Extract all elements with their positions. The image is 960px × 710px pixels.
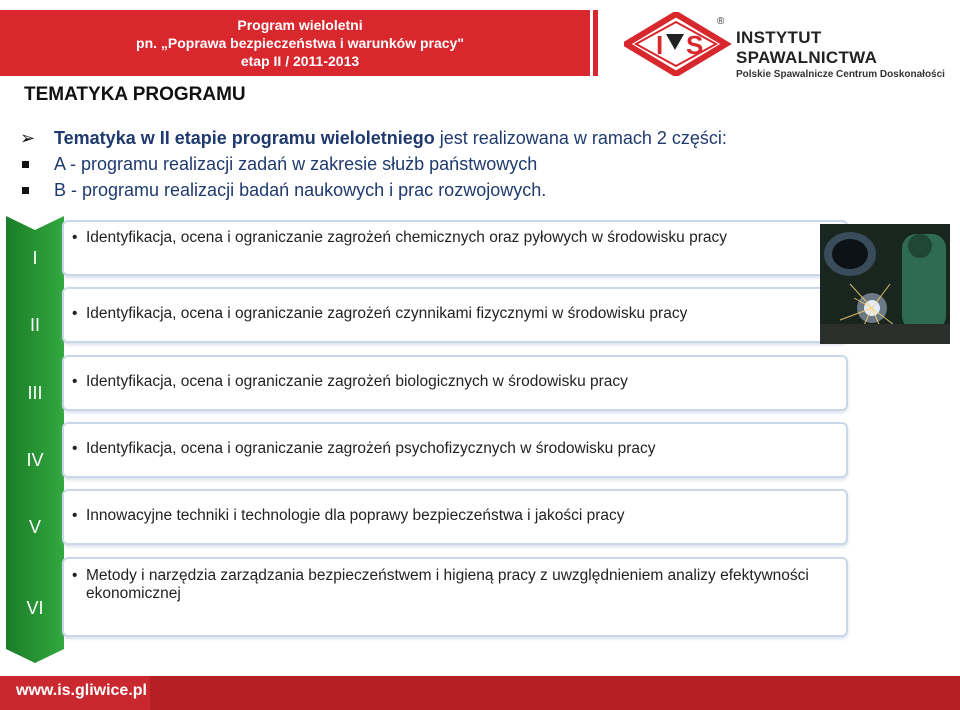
institute-subtitle: Polskie Spawalnicze Centrum Doskonałości [736,69,945,80]
registered-mark: ® [717,16,725,27]
logo-letter-i: I [656,30,664,60]
topic-card [62,422,848,478]
topic-number: III [27,383,43,403]
intro-part-b [20,177,920,203]
footer-bar [0,676,960,710]
topic-card [62,557,848,637]
intro-line [20,125,920,151]
intro-block [20,125,920,203]
topic-text: • Metody i narzędzia zarządzania bezpieczeństwem i higieną pracy z uwzględnieniem analizy efektywności ekonomicznej [72,567,836,603]
topic-text: • Identyfikacja, ocena i ograniczanie zagrożeń psychofizycznych w środowisku pracy [72,440,836,458]
arrow-bullet-icon: ➢ [20,128,36,148]
program-title-line1: Program wieloletni [237,17,363,33]
topic-card [62,355,848,411]
intro-part-a-text: A - programu realizacji zadań w zakresie służb państwowych [54,154,538,174]
topic-number: IV [26,450,44,470]
square-bullet-icon [22,187,29,194]
intro-bold: Tematyka w II etapie programu wieloletniego [54,128,435,148]
intro-part-a [20,151,920,177]
topic-number: II [29,315,40,335]
topic-number: I [32,248,38,268]
footer-url[interactable]: www.is.gliwice.pl [16,682,147,699]
topic-text: • Identyfikacja, ocena i ograniczanie zagrożeń czynnikami fizycznymi w środowisku pracy [72,305,836,323]
is-logo [624,12,734,81]
topic-text: • Identyfikacja, ocena i ograniczanie zagrożeń biologicznych w środowisku pracy [72,373,836,391]
welder-photo [820,224,950,344]
topic-number: VI [26,598,44,618]
program-title-line3: etap II / 2011-2013 [240,53,360,69]
header-bar [0,10,590,76]
program-title-line2: pn. „Poprawa bezpieczeństwa i warunków pracy" [136,35,464,51]
square-bullet-icon [22,161,29,168]
program-title [0,16,600,70]
topic-card [62,489,848,545]
topic-text: • Identyfikacja, ocena i ograniczanie zagrożeń chemicznych oraz pyłowych w środowisku pracy [72,229,836,247]
logo-letter-s: S [686,30,704,60]
topic-card [62,220,848,276]
footer-band [150,676,960,710]
topic-text: • Innowacyjne techniki i technologie dla poprawy bezpieczeństwa i jakości pracy [72,507,836,525]
intro-rest: jest realizowana w ramach 2 części: [434,128,727,148]
institute-name-main: INSTYTUT SPAWALNICTWA [736,28,878,67]
intro-part-b-text: B - programu realizacji badań naukowych i prac rozwojowych. [54,180,547,200]
institute-name [736,28,960,80]
section-title: TEMATYKA PROGRAMU [24,84,246,105]
topic-number: V [28,517,41,537]
topic-card [62,287,848,343]
topic-chevron [6,553,64,663]
